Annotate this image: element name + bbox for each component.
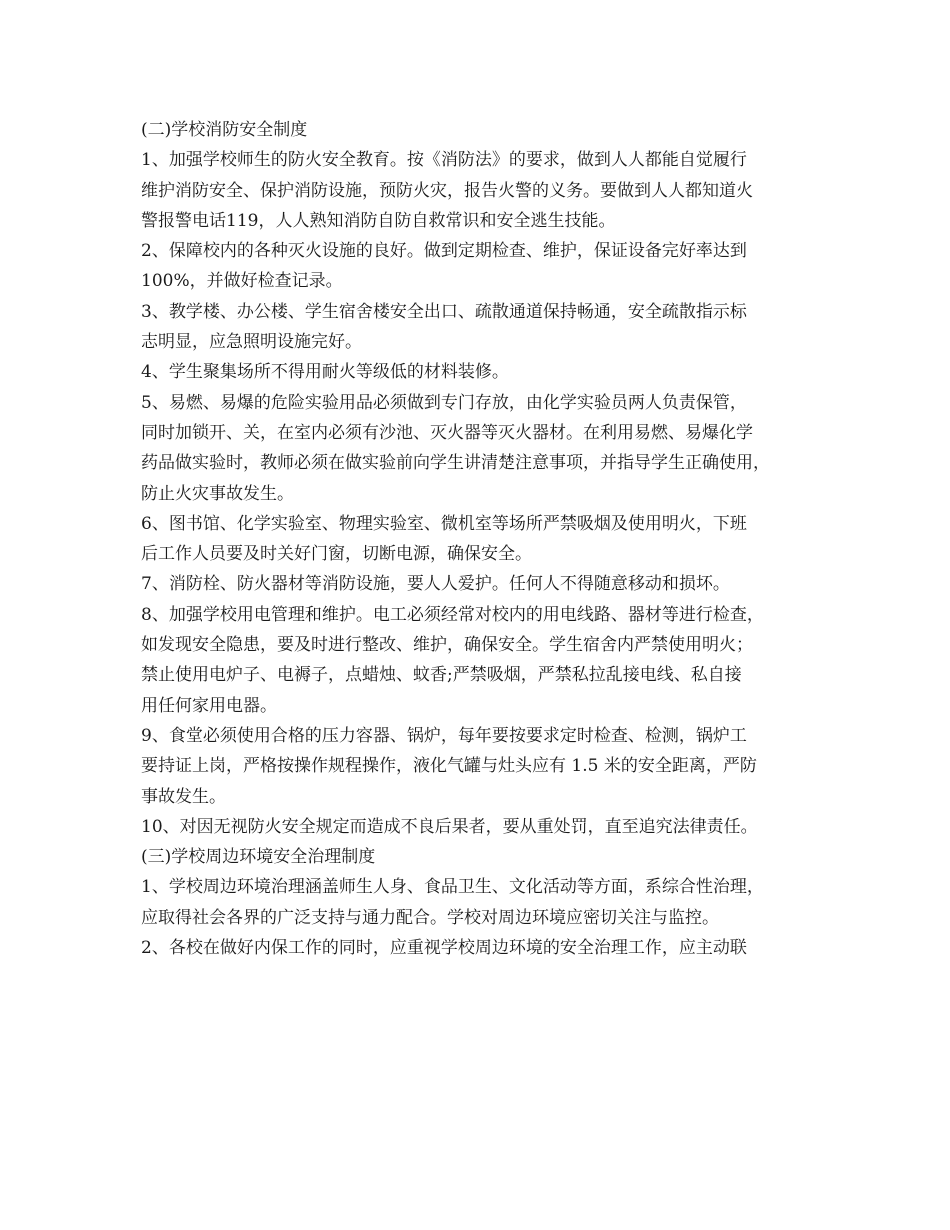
text-line: 3、教学楼、办公楼、学生宿舍楼安全出口、疏散通道保持畅通，安全疏散指示标 xyxy=(141,301,747,322)
text-line: 用任何家用电器。 xyxy=(141,695,277,716)
text-line: 事故发生。 xyxy=(141,786,226,807)
text-line: 药品做实验时，教师必须在做实验前向学生讲清楚注意事项，并指导学生正确使用， xyxy=(141,453,770,474)
text-line: 6、图书馆、化学实验室、物理实验室、微机室等场所严禁吸烟及使用明火，下班 xyxy=(141,513,747,534)
text-line: 8、加强学校用电管理和维护。电工必须经常对校内的用电线路、器材等进行检查， xyxy=(141,604,764,625)
text-line: 如发现安全隐患，要及时进行整改、维护，确保安全。学生宿舍内严禁使用明火； xyxy=(141,635,753,656)
text-line: 2、保障校内的各种灭火设施的良好。做到定期检查、维护，保证设备完好率达到 xyxy=(141,241,747,262)
text-line: 后工作人员要及时关好门窗，切断电源，确保安全。 xyxy=(141,544,532,565)
section-heading-surroundings: (三)学校周边环境安全治理制度 xyxy=(141,847,376,868)
text-line: 志明显，应急照明设施完好。 xyxy=(141,332,362,353)
text-line: 5、易燃、易爆的危险实验用品必须做到专门存放，由化学实验员两人负责保管， xyxy=(141,392,747,413)
section-heading-fire-safety: (二)学校消防安全制度 xyxy=(141,120,308,140)
text-line: 4、学生聚集场所不得用耐火等级低的材料装修。 xyxy=(141,362,509,383)
text-line: 警报警电话119，人人熟知消防自防自救常识和安全逃生技能。 xyxy=(141,210,616,231)
text-line: 同时加锁开、关，在室内必须有沙池、灭火器等灭火器材。在利用易燃、易爆化学 xyxy=(141,422,753,443)
text-line: 防止火灾事故发生。 xyxy=(141,483,294,504)
text-line: 10、对因无视防火安全规定而造成不良后果者，要从重处罚，直至追究法律责任。 xyxy=(141,816,758,837)
text-line: 要持证上岗，严格按操作规程操作，液化气罐与灶头应有 1.5 米的安全距离，严防 xyxy=(141,756,757,777)
text-line: 7、消防栓、防火器材等消防设施，要人人爱护。任何人不得随意移动和损坏。 xyxy=(141,574,730,595)
text-line: 禁止使用电炉子、电褥子，点蜡烛、蚊香;严禁吸烟，严禁私拉乱接电线、私自接 xyxy=(141,665,742,686)
text-line: 维护消防安全、保护消防设施，预防火灾，报告火警的义务。要做到人人都知道火 xyxy=(141,180,753,201)
text-line: 1、加强学校师生的防火安全教育。按《消防法》的要求，做到人人都能自觉履行 xyxy=(141,150,747,171)
document-body xyxy=(141,115,831,963)
text-line: 100%，并做好检查记录。 xyxy=(141,271,343,292)
text-line: 9、食堂必须使用合格的压力容器、锅炉，每年要按要求定时检查、检测，锅炉工 xyxy=(141,725,747,746)
text-line: 应取得社会各界的广泛支持与通力配合。学校对周边环境应密切关注与监控。 xyxy=(141,907,719,928)
text-line: 1、学校周边环境治理涵盖师生人身、食品卫生、文化活动等方面，系综合性治理， xyxy=(141,877,764,898)
text-line: 2、各校在做好内保工作的同时，应重视学校周边环境的安全治理工作，应主动联 xyxy=(141,938,747,959)
